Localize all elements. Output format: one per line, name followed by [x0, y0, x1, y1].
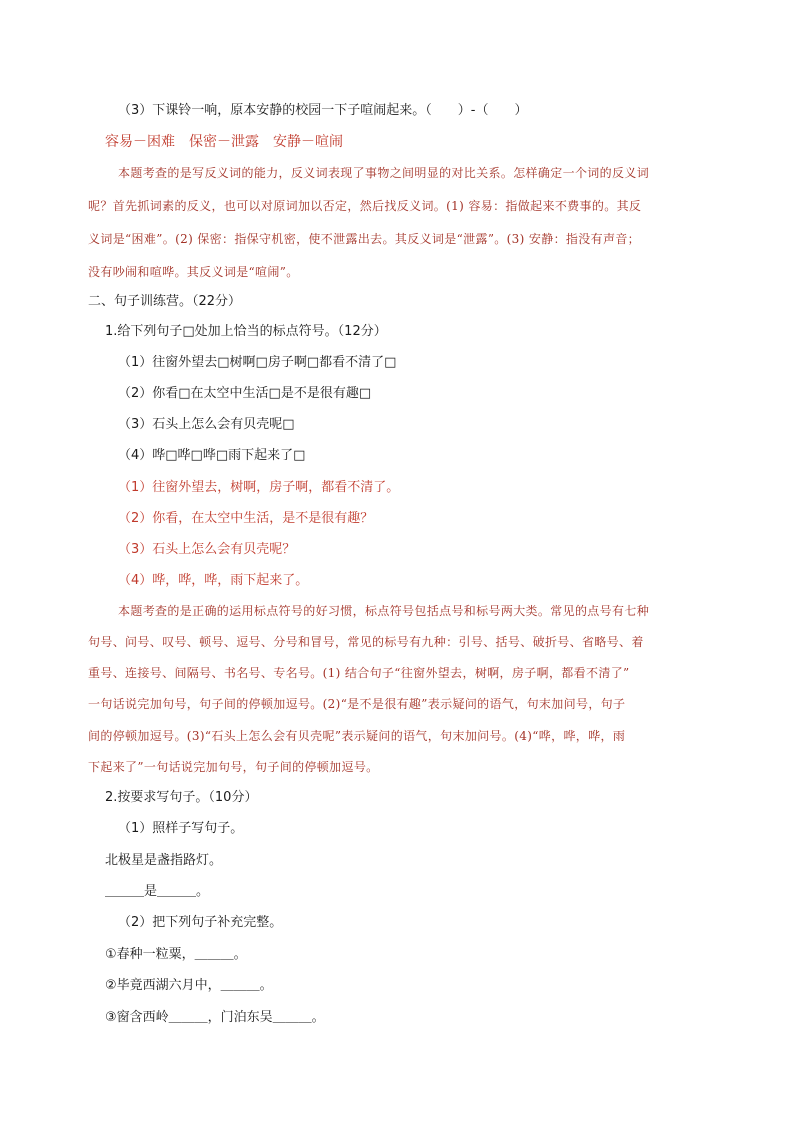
question-2-1-explanation-line: 本题考查的是正确的运用标点符号的好习惯，标点符号包括点号和标号两大类。常见的点号有七种 [118, 604, 650, 618]
question-2-2-title: 2.按要求写句子。（10分） [105, 790, 258, 805]
question-2-2-fill-item: ②毕竟西湖六月中，＿＿＿。 [105, 978, 273, 993]
question-2-1-answer: （3）石头上怎么会有贝壳呢？ [118, 542, 296, 557]
question-1-3: （3）下课铃一响，原本安静的校园一下子喧闹起来。（ ）-（ ） [118, 103, 528, 118]
question-1-explanation-line: 没有吵闹和喧哗。其反义词是“喧闹”。 [88, 265, 299, 279]
section-2-title: 二、句子训练营。（22分） [88, 294, 242, 309]
question-2-1-explanation-line: 重号、连接号、间隔号、书名号、专名号。(1) 结合句子“往窗外望去，树啊，房子啊，都看不清了” [88, 666, 630, 680]
question-2-1-answer: （1）往窗外望去，树啊，房子啊，都看不清了。 [118, 480, 400, 495]
question-1-explanation-line: 本题考查的是写反义词的能力，反义词表现了事物之间明显的对比关系。怎样确定一个词的反义词 [118, 166, 650, 180]
question-2-2-example: 北极星是盏指路灯。 [105, 853, 223, 868]
question-2-1-item: （1）往窗外望去□树啊□房子啊□都看不清了□ [118, 355, 397, 370]
question-2-1-answer: （2）你看，在太空中生活，是不是很有趣？ [118, 511, 374, 526]
question-2-1-explanation-line: 一句话说完加句号，句子间的停顿加逗号。(2)“是不是很有趣”表示疑问的语气，句末加问号，句子 [88, 697, 626, 711]
question-2-1-item: （2）你看□在太空中生活□是不是很有趣□ [118, 386, 372, 401]
question-2-2-blank-sentence: ＿＿＿是＿＿＿。 [105, 884, 210, 899]
question-2-1-explanation-line: 下起来了”一句话说完加句号，句子间的停顿加逗号。 [88, 760, 379, 774]
question-2-2-sub1: （1）照样子写句子。 [118, 821, 244, 836]
question-2-2-fill-item: ①春种一粒粟，＿＿＿。 [105, 947, 247, 962]
question-2-1-explanation-line: 句号、问号、叹号、顿号、逗号、分号和冒号，常见的标号有九种：引号、括号、破折号、省略号、着 [88, 635, 644, 649]
question-2-1-explanation-line: 间的停顿加逗号。(3)“石头上怎么会有贝壳呢”表示疑问的语气，句末加问号。(4)“哗，哗，哗，雨 [88, 729, 626, 743]
question-2-1-title: 1.给下列句子□处加上恰当的标点符号。（12分） [105, 324, 387, 339]
question-1-explanation-line: 呢？首先抓词素的反义，也可以对原词加以否定，然后找反义词。(1) 容易：指做起来不费事的。其反 [88, 199, 642, 213]
question-2-2-sub2: （2）把下列句子补充完整。 [118, 915, 283, 930]
question-1-explanation-line: 义词是“困难”。(2) 保密：指保守机密，使不泄露出去。其反义词是“泄露”。(3) 安静：指没有声音； [88, 232, 641, 246]
question-2-1-item: （3）石头上怎么会有贝壳呢□ [118, 417, 295, 432]
question-1-answer: 容易－困难 保密－泄露 安静－喧闹 [105, 134, 343, 150]
question-2-1-answer: （4）哗，哗，哗，雨下起来了。 [118, 573, 309, 588]
question-2-1-item: （4）哗□哗□哗□雨下起来了□ [118, 448, 306, 463]
question-2-2-fill-item: ③窗含西岭＿＿＿，门泊东吴＿＿＿。 [105, 1010, 325, 1025]
